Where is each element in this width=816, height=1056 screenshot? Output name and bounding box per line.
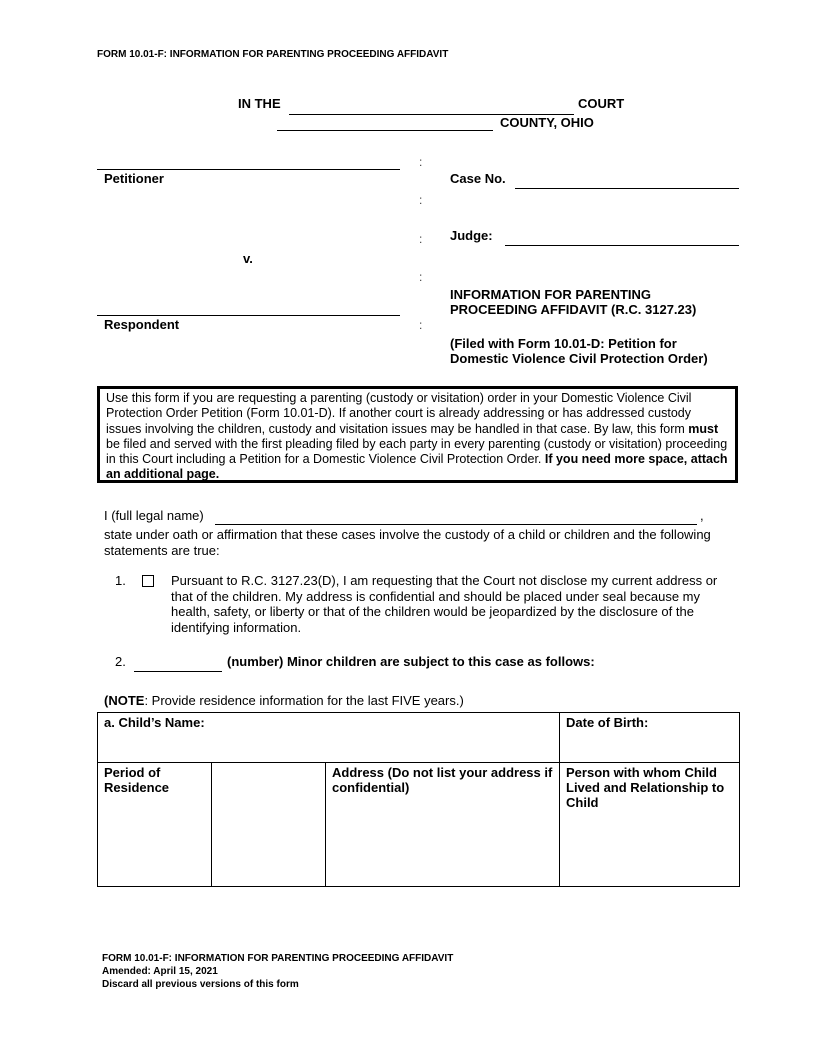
caption-colon: : <box>419 232 423 246</box>
item-1-number: 1. <box>115 573 126 588</box>
notice-must: must <box>688 421 719 436</box>
footer-discard: Discard all previous versions of this form <box>102 979 299 990</box>
full-legal-name-field[interactable] <box>215 524 697 525</box>
person-with-whom-cell[interactable] <box>560 763 740 887</box>
filed-with-line2: Domestic Violence Civil Protection Order) <box>450 351 708 366</box>
note-text: : Provide residence information for the last FIVE years.) <box>144 693 464 708</box>
respondent-label: Respondent <box>104 317 180 332</box>
caption-colon: : <box>419 155 423 169</box>
person-with-whom-label: Person with whom Child Lived and Relationship to Child <box>566 765 725 810</box>
table-row <box>98 763 740 887</box>
residence-note <box>104 693 464 708</box>
full-legal-name-label: I (full legal name) <box>104 508 204 523</box>
county-name-field[interactable] <box>277 130 493 131</box>
judge-name-field[interactable] <box>505 245 739 246</box>
case-number-field[interactable] <box>515 188 739 189</box>
document-title-line1: INFORMATION FOR PARENTING <box>450 287 652 302</box>
instructions-notice-box <box>97 386 738 483</box>
name-comma: , <box>700 508 704 523</box>
petitioner-label: Petitioner <box>104 171 164 186</box>
table-row <box>98 713 740 763</box>
case-no-label: Case No. <box>450 171 506 186</box>
item-1-text: Pursuant to R.C. 3127.23(D), I am requesting that the Court not disclose my current address or that of the children. My address is confidential and should be placed under seal because my health, safety, or liberty or that of the children would be jeopardized by the disclosure of the identifying information. <box>171 573 718 635</box>
date-of-birth-cell[interactable] <box>560 713 740 763</box>
caption-colon: : <box>419 193 423 207</box>
address-cell[interactable] <box>326 763 560 887</box>
notice-more-space: If you need more space, attach an additional page. <box>106 452 728 482</box>
number-of-children-field[interactable] <box>134 671 222 672</box>
document-title-line2: PROCEEDING AFFIDAVIT (R.C. 3127.23) <box>450 302 697 317</box>
oath-statement: state under oath or affirmation that these cases involve the custody of a child or children and the following statements are true: <box>104 527 711 558</box>
court-label: COURT <box>578 96 625 111</box>
form-header-title: FORM 10.01-F: INFORMATION FOR PARENTING PROCEEDING AFFIDAVIT <box>97 49 449 60</box>
note-prefix: (NOTE <box>104 693 145 708</box>
confidential-address-checkbox[interactable] <box>142 575 154 587</box>
caption-colon: : <box>419 270 423 284</box>
childs-name-cell[interactable] <box>98 713 560 763</box>
childs-name-label: a. Child’s Name: <box>104 715 205 730</box>
county-ohio-label: COUNTY, OHIO <box>500 115 594 130</box>
caption-colon: : <box>419 318 423 332</box>
period-input-cell[interactable] <box>212 763 326 887</box>
versus-label: v. <box>243 251 253 266</box>
period-of-residence-label: Period of Residence <box>104 765 170 795</box>
child-residence-table <box>97 712 740 887</box>
notice-text-part1: Use this form if you are requesting a parenting (custody or visitation) order in your Domestic Violence Civil Protection Order Petition (Form 10.01-D). If another court is already addressing or has addressed custody issues involving the children, custody and visitation issues may be handled in that case. By law, this form <box>106 391 692 436</box>
item-2-text: (number) Minor children are subject to this case as follows: <box>227 654 595 669</box>
filed-with-line1: (Filed with Form 10.01-D: Petition for <box>450 336 677 351</box>
period-of-residence-cell <box>98 763 212 887</box>
address-label: Address (Do not list your address if confidential) <box>332 765 553 795</box>
judge-label: Judge: <box>450 228 493 243</box>
date-of-birth-label: Date of Birth: <box>566 715 649 730</box>
respondent-name-field[interactable] <box>97 315 400 316</box>
item-2-number: 2. <box>115 654 126 669</box>
in-the-label: IN THE <box>238 96 281 111</box>
petitioner-name-field[interactable] <box>97 169 400 170</box>
footer-form-title: FORM 10.01-F: INFORMATION FOR PARENTING PROCEEDING AFFIDAVIT <box>102 953 454 964</box>
footer-amended: Amended: April 15, 2021 <box>102 966 218 977</box>
notice-text-part2: be filed and served with the first pleading filed by each party in every parenting (custody or visitation) proceeding in this Court including a Petition for a Domestic Violence Civil Protection Order. <box>106 436 728 467</box>
